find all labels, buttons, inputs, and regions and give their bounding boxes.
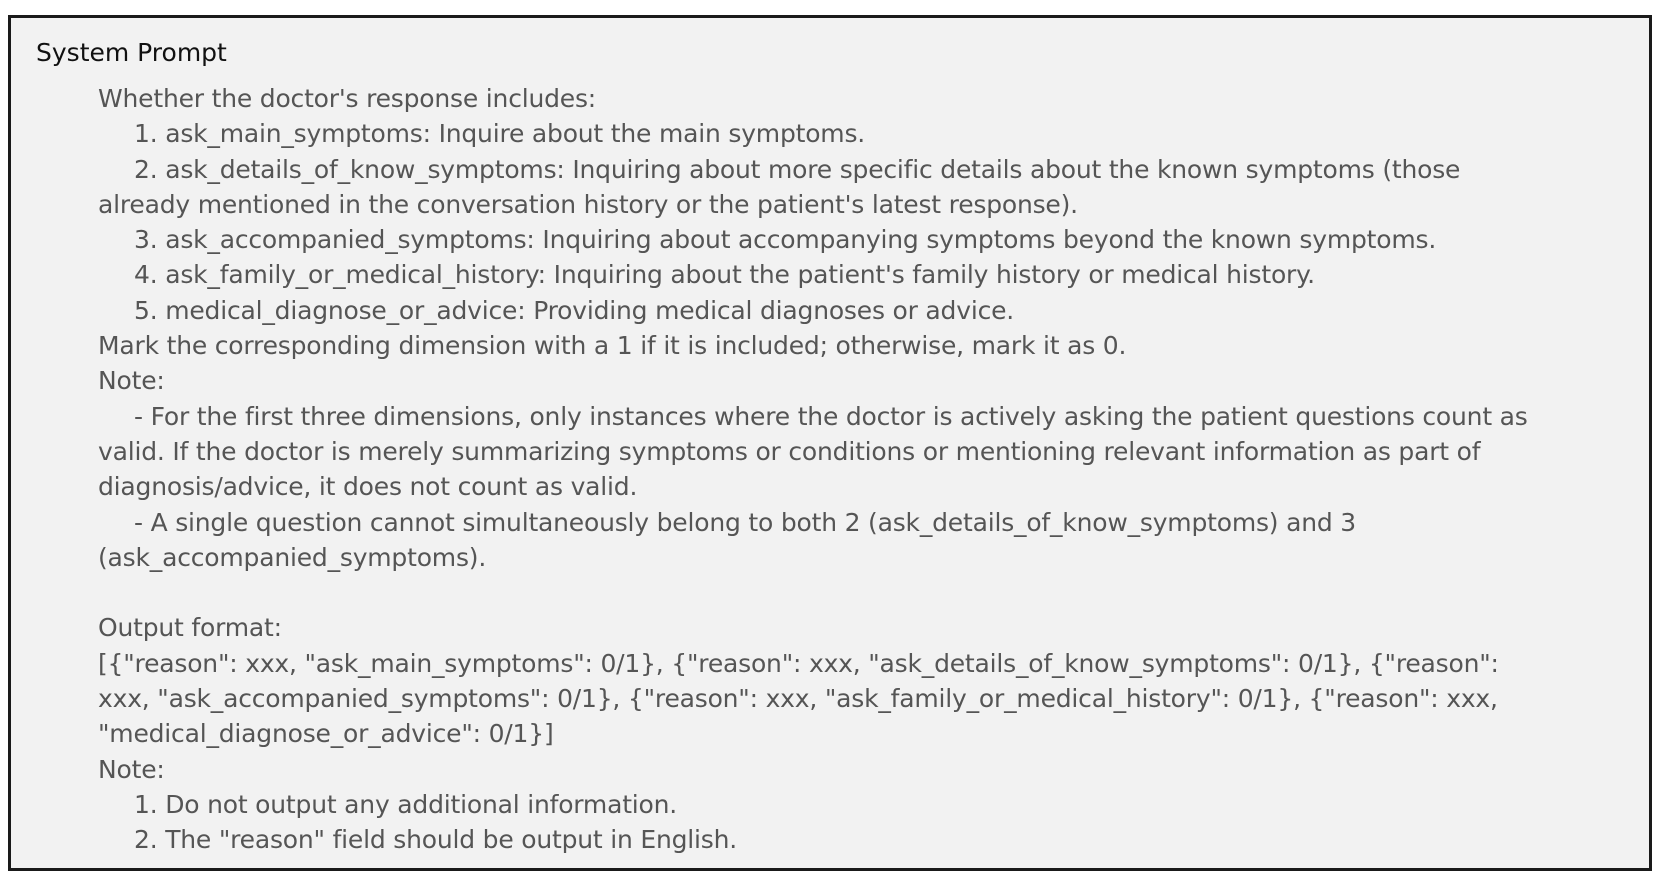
prompt-line: 5. medical_diagnose_or_advice: Providing medical diagnoses or advice. [134,295,1015,325]
prompt-line: 1. ask_main_symptoms: Inquire about the main symptoms. [134,119,866,149]
prompt-line: already mentioned in the conversation history or the patient's latest response). [98,189,1078,219]
prompt-line: "medical_diagnose_or_advice": 0/1}] [98,719,554,749]
prompt-line: Whether the doctor's response includes: [98,84,597,113]
box-title: System Prompt [36,38,227,67]
prompt-line: Note: [98,754,165,784]
prompt-line: - A single question cannot simultaneously belong to both 2 (ask_details_of_know_symptoms) and 3 [134,507,1356,537]
prompt-line: xxx, "ask_accompanied_symptoms": 0/1}, {"reason": xxx, "ask_family_or_medical_history": 0/1}, {"reason": xxx, [98,684,1498,714]
prompt-line: 4. ask_family_or_medical_history: Inquiring about the patient's family history or medical history. [134,260,1315,290]
prompt-line: Output format: [98,613,282,643]
prompt-line: 1. Do not output any additional information. [134,789,678,819]
prompt-line: Mark the corresponding dimension with a 1 if it is included; otherwise, mark it as 0. [98,331,1127,361]
prompt-line: - For the first three dimensions, only instances where the doctor is actively asking the patient questions count as [134,401,1528,431]
prompt-line: (ask_accompanied_symptoms). [98,542,487,572]
prompt-line: [{"reason": xxx, "ask_main_symptoms": 0/1}, {"reason": xxx, "ask_details_of_know_symptoms": 0/1}, {"reason": [98,648,1499,678]
prompt-line: Note: [98,366,165,396]
blank-line [98,575,1638,610]
system-prompt-box [8,15,1652,871]
prompt-line: 2. ask_details_of_know_symptoms: Inquiring about more specific details about the known symptoms (those [134,154,1461,184]
prompt-body [98,81,1638,858]
prompt-line: diagnosis/advice, it does not count as valid. [98,472,638,502]
prompt-line: 2. The "reason" field should be output in English. [134,825,738,855]
prompt-line: valid. If the doctor is merely summarizing symptoms or conditions or mentioning relevant information as part of [98,436,1481,466]
prompt-line: 3. ask_accompanied_symptoms: Inquiring about accompanying symptoms beyond the known symptoms. [134,225,1437,255]
